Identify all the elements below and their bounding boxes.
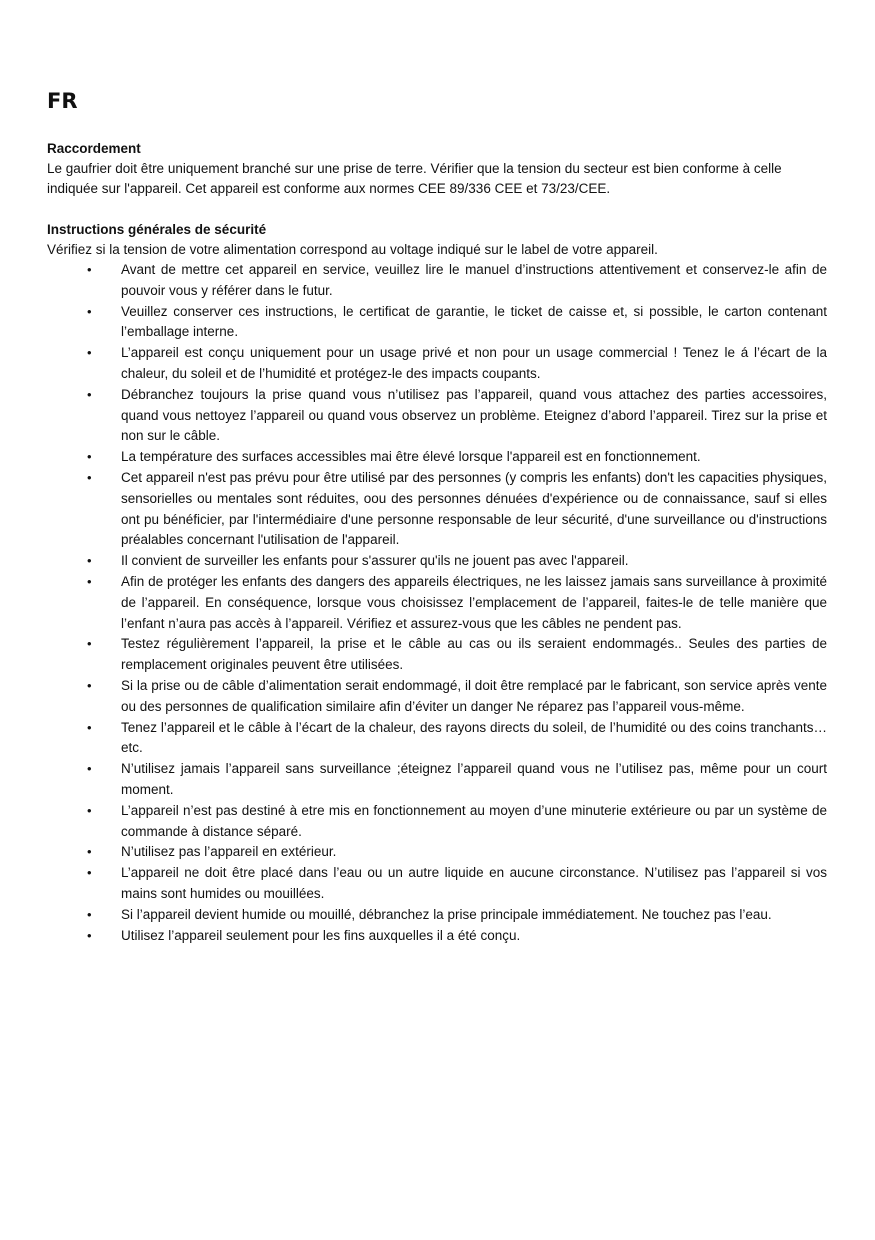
list-item — [47, 302, 827, 344]
list-item-text: L’appareil est conçu uniquement pour un usage privé et non pour un usage commercial ! Tenez le á l’écart de la chaleur, du soleil et de l’humidité et protégez-le des impacts coupants. — [121, 345, 827, 381]
safety-intro: Vérifiez si la tension de votre alimentation correspond au voltage indiqué sur le label de votre appareil. — [47, 242, 658, 257]
bullet-icon: • — [87, 677, 92, 693]
list-item — [47, 447, 827, 468]
list-item — [47, 759, 827, 801]
document-page — [47, 88, 827, 946]
connection-text: Le gaufrier doit être uniquement branché sur une prise de terre. Vérifier que la tension du secteur est bien conforme à celle indiquée sur l'appareil. Cet appareil est conforme aux normes CEE 89/336 CEE et 73/23/CEE. — [47, 161, 782, 196]
list-item-text: N’utilisez jamais l’appareil sans surveillance ;éteignez l’appareil quand vous ne l’utilisez pas, même pour un court moment. — [121, 761, 827, 797]
list-item-text: Testez régulièrement l’appareil, la prise et le câble au cas ou ils seraient endommagés.. Seules des parties de remplacement originales peuvent être utilisées. — [121, 636, 827, 673]
list-item-text: Utilisez l’appareil seulement pour les fins auxquelles il a été conçu. — [121, 927, 521, 943]
bullet-icon: • — [87, 906, 92, 922]
list-item — [47, 801, 827, 843]
bullet-icon: • — [87, 844, 92, 860]
list-item-text: Cet appareil n'est pas prévu pour être utilisé par des personnes (y compris les enfants) don't les capacities physiques, sensorielles ou mentales sont réduites, oou des personnes dénuées d'expérience ou de connaissance, sauf si elles ont pu bénéficier, par l'intermédiaire d'une personne responsable de leur sécurité, d'une surveillance ou d'instructions préalables concernant l'utilisation de l'appareil. — [121, 469, 827, 548]
list-item-text: Afin de protéger les enfants des dangers des appareils électriques, ne les laissez jamais sans surveillance à proximité de l’appareil. En conséquence, lorsque vous choisissez l’emplacement de l’appareil, faites-le de telle manière que l’enfant n’aura pas accès à l’appareil. Vérifiez et assurez-vous que les câbles ne pendent pas. — [121, 573, 827, 631]
bullet-icon: • — [87, 636, 92, 652]
list-item-text: Si la prise ou de câble d’alimentation serait endommagé, il doit être remplacé par le fabricant, son service après vente ou des personnes de qualification similaire afin d’éviter un danger Ne réparez pas l’appareil vous-même. — [121, 677, 827, 714]
list-item — [47, 676, 827, 718]
list-item-text: Si l’appareil devient humide ou mouillé, débranchez la prise principale immédiatement. Ne touchez pas l’eau. — [121, 906, 772, 922]
safety-title: Instructions générales de sécurité — [47, 222, 267, 237]
list-item-text: Il convient de surveiller les enfants pour s'assurer qu'ils ne jouent pas avec l'appareil. — [121, 553, 629, 569]
list-item-text: Tenez l’appareil et le câble à l’écart de la chaleur, des rayons directs du soleil, de l’humidité ou des coins tranchants…etc. — [121, 719, 827, 756]
list-item — [47, 260, 827, 302]
list-item — [47, 551, 827, 572]
list-item-text: La température des surfaces accessibles mai être élevé lorsque l'appareil est en fonctionnement. — [121, 449, 701, 465]
list-item — [47, 842, 827, 863]
bullet-icon: • — [87, 386, 92, 402]
bullet-icon: • — [87, 449, 92, 465]
list-item — [47, 343, 827, 385]
list-item — [47, 863, 827, 905]
bullet-icon: • — [87, 553, 92, 569]
bullet-icon: • — [87, 573, 92, 589]
list-item-text: Débranchez toujours la prise quand vous n’utilisez pas l’appareil, quand vous attachez des parties accessoires, quand vous nettoyez l’appareil ou quand vous observez un problème. Eteignez d’abord l’appareil. Tirez sur la prise et non sur le câble. — [121, 386, 827, 444]
safety-section — [47, 220, 827, 946]
list-item — [47, 385, 827, 447]
list-item — [47, 905, 827, 926]
section-spacer — [47, 199, 827, 220]
bullet-icon: • — [87, 303, 92, 319]
safety-instructions-list — [47, 260, 827, 946]
list-item — [47, 926, 827, 947]
bullet-icon: • — [87, 761, 92, 777]
list-item — [47, 718, 827, 760]
bullet-icon: • — [87, 927, 92, 943]
bullet-icon: • — [87, 719, 92, 735]
bullet-icon: • — [87, 469, 92, 485]
bullet-icon: • — [87, 802, 92, 818]
list-item — [47, 634, 827, 676]
connection-section — [47, 139, 827, 199]
list-item — [47, 572, 827, 634]
language-heading: FR — [47, 89, 78, 113]
list-item-text: L’appareil n’est pas destiné à etre mis en fonctionnement au moyen d’une minuterie extérieure ou par un système de commande à distance séparé. — [121, 802, 827, 839]
bullet-icon: • — [87, 262, 92, 277]
connection-title: Raccordement — [47, 141, 141, 156]
bullet-icon: • — [87, 345, 92, 361]
list-item-text: N’utilisez pas l’appareil en extérieur. — [121, 844, 337, 860]
list-item — [47, 468, 827, 551]
list-item-text: Avant de mettre cet appareil en service, veuillez lire le manuel d’instructions attentivement et conservez-le afin de pouvoir vous y référer dans le futur. — [121, 262, 827, 298]
list-item-text: L’appareil ne doit être placé dans l’eau ou un autre liquide en aucune circonstance. N’utilisez pas l’appareil si vos mains sont humides ou mouillées. — [121, 865, 827, 901]
list-item-text: Veuillez conserver ces instructions, le certificat de garantie, le ticket de caisse et, si possible, le carton contenant l’emballage interne. — [121, 303, 827, 340]
bullet-icon: • — [87, 865, 92, 881]
